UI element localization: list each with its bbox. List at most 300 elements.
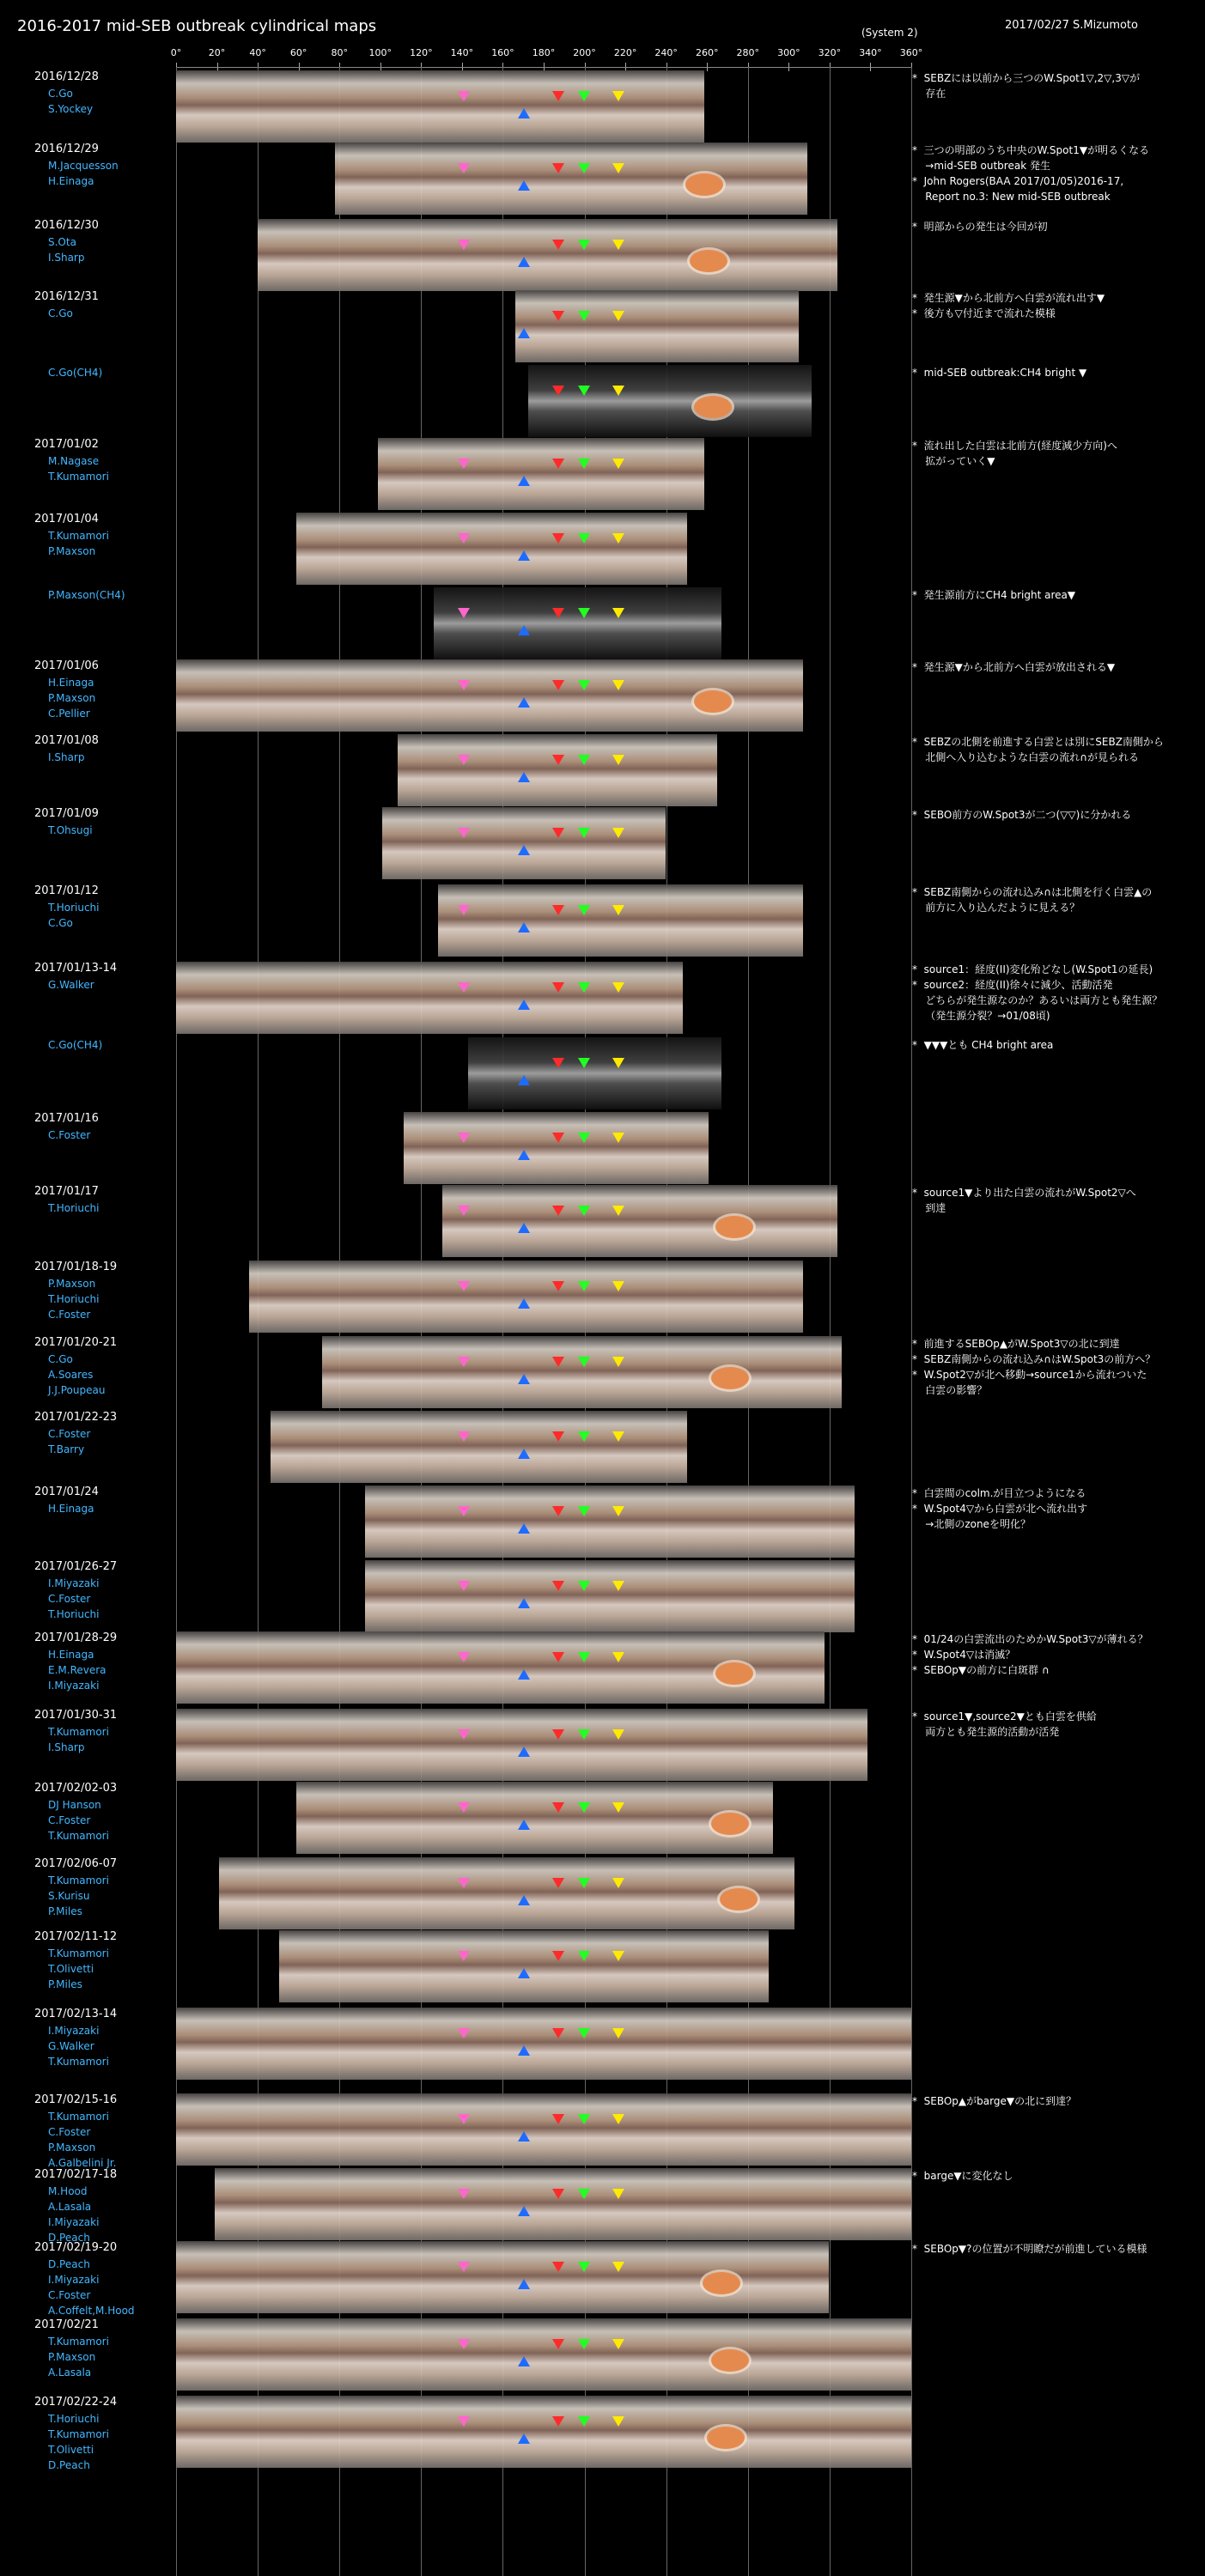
red-triangle-marker (552, 1729, 564, 1740)
yellow-triangle-marker (612, 1652, 624, 1662)
observer-name: P.Maxson (48, 545, 96, 557)
row-date: 2016/12/28 (34, 70, 99, 83)
row-date: 2016/12/30 (34, 219, 99, 232)
observer-name: G.Walker (48, 2040, 94, 2052)
observer-name: I.Miyazaki (48, 2025, 100, 2037)
observer-name: C.Pellier (48, 708, 90, 720)
row-date: 2016/12/31 (34, 290, 99, 303)
observer-name: T.Kumamori (48, 1726, 109, 1738)
red-triangle-marker (552, 905, 564, 915)
scale-tick-label: 20° (208, 47, 226, 58)
blue-triangle-marker (518, 1075, 530, 1085)
row-notes: * SEBZには以前から三つのW.Spot1▽,2▽,3▽が 存在 (912, 72, 1141, 100)
green-triangle-marker (578, 240, 590, 250)
observer-name: M.Jacquesson (48, 160, 119, 172)
row-date: 2017/02/06-07 (34, 1857, 118, 1870)
row-notes: * SEBZ南側からの流れ込み∩は北側を行く白雲▲の 前方に入り込んだように見える？ (912, 886, 1153, 914)
observer-name: T.Kumamori (48, 2111, 109, 2123)
row-notes: * ▼▼▼とも CH4 bright area (912, 1039, 1054, 1051)
red-triangle-marker (552, 1802, 564, 1813)
great-red-spot (685, 173, 723, 196)
blue-triangle-marker (518, 1747, 530, 1757)
yellow-triangle-marker (612, 2114, 624, 2124)
observer-name: A.Lasala (48, 2201, 92, 2213)
jupiter-map-strip (176, 1709, 867, 1781)
red-triangle-marker (552, 1951, 564, 1961)
great-red-spot (711, 1813, 749, 1835)
row-date: 2017/01/22-23 (34, 1411, 118, 1424)
blue-triangle-marker (518, 1523, 530, 1534)
blue-triangle-marker (518, 1598, 530, 1608)
observer-name: C.Go (48, 917, 73, 929)
observer-name: C.Foster (48, 1814, 91, 1826)
yellow-triangle-marker (612, 2416, 624, 2427)
observer-name: I.Miyazaki (48, 2216, 100, 2228)
row-date: 2017/02/11-12 (34, 1930, 118, 1943)
red-triangle-marker (552, 2114, 564, 2124)
observer-name: D.Peach (48, 2459, 90, 2471)
red-triangle-marker (552, 755, 564, 765)
jupiter-map-strip (515, 290, 799, 362)
red-triangle-marker (552, 2262, 564, 2272)
observer-name: T.Olivetti (48, 2444, 94, 2456)
blue-triangle-marker (518, 772, 530, 782)
green-triangle-marker (578, 91, 590, 101)
row-notes: * barge▼に変化なし (912, 2170, 1013, 2182)
scale-tick-label: 100° (368, 47, 393, 58)
red-triangle-marker (552, 2028, 564, 2038)
observer-name: S.Yockey (48, 103, 94, 115)
green-triangle-marker (578, 1357, 590, 1367)
pink-triangle-marker (458, 1431, 470, 1442)
green-triangle-marker (578, 1729, 590, 1740)
row-date: 2017/01/02 (34, 438, 99, 451)
pink-triangle-marker (458, 755, 470, 765)
row-date: 2017/01/08 (34, 734, 99, 747)
observer-name: T.Olivetti (48, 1963, 94, 1975)
row-date: 2017/02/17-18 (34, 2168, 118, 2181)
row-notes: * mid-SEB outbreak:CH4 bright ▼ (912, 367, 1087, 379)
observer-name: T.Barry (48, 1443, 85, 1455)
jupiter-map-strip (468, 1037, 721, 1109)
observer-name: S.Ota (48, 236, 76, 248)
blue-triangle-marker (518, 999, 530, 1010)
blue-triangle-marker (518, 180, 530, 191)
yellow-triangle-marker (612, 240, 624, 250)
jupiter-map-strip (296, 1782, 773, 1854)
yellow-triangle-marker (612, 163, 624, 173)
row-date: 2017/02/15-16 (34, 2093, 118, 2106)
great-red-spot (720, 1888, 758, 1911)
yellow-triangle-marker (612, 91, 624, 101)
green-triangle-marker (578, 459, 590, 469)
row-date: 2017/01/20-21 (34, 1336, 118, 1349)
pink-triangle-marker (458, 163, 470, 173)
jupiter-map-strip (528, 365, 812, 437)
jupiter-map-strip (176, 2318, 911, 2391)
scale-tick-label: 180° (532, 47, 556, 58)
blue-triangle-marker (518, 2131, 530, 2142)
jupiter-map-strip (365, 1485, 855, 1558)
observer-name: P.Miles (48, 1905, 82, 1917)
jupiter-map-strip (335, 143, 807, 215)
pink-triangle-marker (458, 905, 470, 915)
observer-name: M.Nagase (48, 455, 100, 467)
pink-triangle-marker (458, 533, 470, 544)
observer-name: T.Horiuchi (48, 902, 100, 914)
yellow-triangle-marker (612, 1058, 624, 1068)
green-triangle-marker (578, 2416, 590, 2427)
blue-triangle-marker (518, 922, 530, 933)
row-date: 2017/01/09 (34, 807, 99, 820)
blue-triangle-marker (518, 845, 530, 855)
row-notes: * SEBOp▲がbarge▼の北に到達？ (912, 2095, 1077, 2107)
red-triangle-marker (552, 311, 564, 321)
yellow-triangle-marker (612, 2262, 624, 2272)
great-red-spot (711, 1367, 749, 1389)
green-triangle-marker (578, 1652, 590, 1662)
green-triangle-marker (578, 2339, 590, 2349)
observer-name: P.Maxson (48, 2351, 96, 2363)
green-triangle-marker (578, 533, 590, 544)
row-notes: * source1：経度(II)変化殆どなし(W.Spot1の延長) * source2：経度(II)徐々に減少、活動活発 どちらが発生源なのか？あるいは両方とも発生源？ （発生源分裂？→01/08頃) (912, 963, 1163, 1022)
yellow-triangle-marker (612, 1357, 624, 1367)
observer-name: I.Miyazaki (48, 1680, 100, 1692)
scale-tick-label: 120° (410, 47, 433, 58)
yellow-triangle-marker (612, 1281, 624, 1291)
pink-triangle-marker (458, 2339, 470, 2349)
row-date: 2017/01/16 (34, 1112, 99, 1125)
observer-name: H.Einaga (48, 677, 94, 689)
observer-name: T.Horiuchi (48, 1202, 100, 1214)
jupiter-map-strip (279, 1930, 769, 2002)
row-notes: * 前進するSEBOp▲がW.Spot3▽の北に到達 * SEBZ南側からの流れ込み∩はW.Spot3の前方へ？ * W.Spot2▽が北へ移動→source1から流れついた 白雲の影響？ (912, 1338, 1156, 1396)
jupiter-map-strip (176, 962, 683, 1034)
observer-name: A.Soares (48, 1369, 94, 1381)
red-triangle-marker (552, 1581, 564, 1591)
observer-name: I.Sharp (48, 252, 85, 264)
green-triangle-marker (578, 1506, 590, 1516)
jupiter-map-strip (176, 2093, 911, 2166)
observer-name: T.Horiuchi (48, 2413, 100, 2425)
pink-triangle-marker (458, 608, 470, 618)
jupiter-map-strip (271, 1411, 687, 1483)
great-red-spot (694, 396, 732, 418)
yellow-triangle-marker (612, 755, 624, 765)
pink-triangle-marker (458, 680, 470, 690)
red-triangle-marker (552, 2416, 564, 2427)
yellow-triangle-marker (612, 1581, 624, 1591)
jupiter-map-strip (176, 70, 704, 143)
yellow-triangle-marker (612, 2339, 624, 2349)
blue-triangle-marker (518, 697, 530, 708)
row-notes: * source1▼より出た白雲の流れがW.Spot2▽へ 到達 (912, 1187, 1136, 1214)
row-date: 2017/01/28-29 (34, 1631, 118, 1644)
red-triangle-marker (552, 680, 564, 690)
row-date: 2017/01/13-14 (34, 962, 118, 975)
jupiter-map-strip (378, 438, 704, 510)
blue-triangle-marker (518, 2356, 530, 2366)
yellow-triangle-marker (612, 828, 624, 838)
blue-triangle-marker (518, 476, 530, 486)
green-triangle-marker (578, 386, 590, 396)
great-red-spot (690, 250, 727, 272)
red-triangle-marker (552, 1058, 564, 1068)
pink-triangle-marker (458, 1729, 470, 1740)
yellow-triangle-marker (612, 982, 624, 993)
green-triangle-marker (578, 982, 590, 993)
yellow-triangle-marker (612, 905, 624, 915)
pink-triangle-marker (458, 2114, 470, 2124)
observer-name: C.Go(CH4) (48, 1039, 103, 1051)
green-triangle-marker (578, 1058, 590, 1068)
row-notes: * 発生源▼から北前方へ白雲が放出される▼ (912, 661, 1116, 673)
row-date: 2017/01/04 (34, 513, 99, 526)
yellow-triangle-marker (612, 1802, 624, 1813)
scale-tick-label: 160° (491, 47, 514, 58)
blue-triangle-marker (518, 2279, 530, 2289)
observer-name: C.Foster (48, 2126, 91, 2138)
observer-name: I.Sharp (48, 1741, 85, 1753)
scale-tick-label: 80° (331, 47, 348, 58)
pink-triangle-marker (458, 1206, 470, 1216)
scale-tick-label: 320° (818, 47, 842, 58)
yellow-triangle-marker (612, 1729, 624, 1740)
scale-tick-label: 360° (899, 47, 923, 58)
red-triangle-marker (552, 1281, 564, 1291)
green-triangle-marker (578, 608, 590, 618)
pink-triangle-marker (458, 1506, 470, 1516)
green-triangle-marker (578, 1281, 590, 1291)
pink-triangle-marker (458, 459, 470, 469)
red-triangle-marker (552, 533, 564, 544)
green-triangle-marker (578, 905, 590, 915)
jupiter-map-strip (434, 587, 721, 659)
pink-triangle-marker (458, 982, 470, 993)
observer-name: S.Kurisu (48, 1890, 90, 1902)
red-triangle-marker (552, 1133, 564, 1143)
pink-triangle-marker (458, 240, 470, 250)
row-date: 2016/12/29 (34, 143, 99, 155)
jupiter-map-strip (258, 219, 837, 291)
jupiter-map-strip (176, 2008, 911, 2080)
scale-tick-label: 340° (859, 47, 882, 58)
jupiter-map-strip (382, 807, 666, 879)
row-notes: * 白雲間のcolm.が目立つようになる * W.Spot4▽から白雲が北へ流れ出す →北側のzoneを明化？ (912, 1487, 1088, 1530)
pink-triangle-marker (458, 2189, 470, 2199)
green-triangle-marker (578, 1802, 590, 1813)
observer-name: T.Horiuchi (48, 1608, 100, 1620)
pink-triangle-marker (458, 1133, 470, 1143)
observer-name: A.Coffelt,M.Hood (48, 2305, 135, 2317)
yellow-triangle-marker (612, 533, 624, 544)
pink-triangle-marker (458, 2416, 470, 2427)
observer-name: C.Go (48, 88, 73, 100)
observer-name: DJ Hanson (48, 1799, 101, 1811)
pink-triangle-marker (458, 1281, 470, 1291)
pink-triangle-marker (458, 1652, 470, 1662)
red-triangle-marker (552, 2189, 564, 2199)
observer-name: C.Foster (48, 1593, 91, 1605)
yellow-triangle-marker (612, 2189, 624, 2199)
observer-name: J.J.Poupeau (48, 1384, 106, 1396)
scale-tick-label: 0° (170, 47, 182, 58)
row-date: 2017/01/24 (34, 1485, 99, 1498)
red-triangle-marker (552, 608, 564, 618)
observer-name: P.Maxson (48, 692, 96, 704)
row-notes: * 発生源前方にCH4 bright area▼ (912, 589, 1076, 601)
yellow-triangle-marker (612, 1506, 624, 1516)
red-triangle-marker (552, 163, 564, 173)
yellow-triangle-marker (612, 459, 624, 469)
observer-name: C.Foster (48, 1428, 91, 1440)
jupiter-map-strip (249, 1261, 803, 1333)
red-triangle-marker (552, 828, 564, 838)
yellow-triangle-marker (612, 311, 624, 321)
scale-tick-label: 300° (777, 47, 800, 58)
yellow-triangle-marker (612, 1133, 624, 1143)
blue-triangle-marker (518, 1374, 530, 1384)
jupiter-map-strip (215, 2168, 911, 2240)
observer-name: T.Kumamori (48, 2336, 109, 2348)
observer-name: H.Einaga (48, 1503, 94, 1515)
system-label: (System 2) (861, 27, 918, 39)
blue-triangle-marker (518, 550, 530, 561)
great-red-spot (694, 690, 732, 713)
observer-name: D.Peach (48, 2232, 90, 2244)
observer-name: A.Lasala (48, 2366, 92, 2379)
jupiter-map-strip (365, 1560, 855, 1632)
blue-triangle-marker (518, 1298, 530, 1309)
green-triangle-marker (578, 1133, 590, 1143)
observer-name: C.Go (48, 1353, 73, 1365)
pink-triangle-marker (458, 2262, 470, 2272)
observer-name: T.Kumamori (48, 530, 109, 542)
pink-triangle-marker (458, 828, 470, 838)
green-triangle-marker (578, 755, 590, 765)
yellow-triangle-marker (612, 1878, 624, 1888)
row-date: 2017/02/19-20 (34, 2241, 118, 2254)
jupiter-map-strip (442, 1185, 837, 1257)
row-notes: * 発生源▼から北前方へ白雲が流れ出す▼ * 後方も▽付近まで流れた模様 (912, 292, 1105, 319)
blue-triangle-marker (518, 1820, 530, 1830)
blue-triangle-marker (518, 108, 530, 118)
jupiter-map-strip (398, 734, 717, 806)
blue-triangle-marker (518, 1449, 530, 1459)
row-date: 2017/01/12 (34, 884, 99, 897)
green-triangle-marker (578, 2028, 590, 2038)
yellow-triangle-marker (612, 1951, 624, 1961)
pink-triangle-marker (458, 2028, 470, 2038)
observer-name: C.Go(CH4) (48, 367, 103, 379)
great-red-spot (715, 1662, 753, 1685)
observer-name: H.Einaga (48, 175, 94, 187)
row-date: 2017/01/17 (34, 1185, 99, 1198)
observer-name: I.Sharp (48, 751, 85, 763)
scale-tick-label: 60° (289, 47, 307, 58)
observer-name: C.Foster (48, 2289, 91, 2301)
green-triangle-marker (578, 1206, 590, 1216)
row-date: 2017/01/26-27 (34, 1560, 118, 1573)
green-triangle-marker (578, 2189, 590, 2199)
observer-name: G.Walker (48, 979, 94, 991)
row-notes: * SEBO前方のW.Spot3が二つ(▽▽)に分かれる (912, 809, 1132, 821)
grid-line (176, 67, 177, 2576)
observer-name: P.Maxson(CH4) (48, 589, 125, 601)
row-date: 2017/02/02-03 (34, 1782, 118, 1795)
observer-name: C.Foster (48, 1129, 91, 1141)
jupiter-map-strip (404, 1112, 709, 1184)
observer-name: T.Kumamori (48, 2428, 109, 2440)
yellow-triangle-marker (612, 1206, 624, 1216)
pink-triangle-marker (458, 1878, 470, 1888)
yellow-triangle-marker (612, 2028, 624, 2038)
green-triangle-marker (578, 2262, 590, 2272)
observer-name: P.Miles (48, 1978, 82, 1990)
date-author: 2017/02/27 S.Mizumoto (1004, 19, 1138, 32)
green-triangle-marker (578, 1581, 590, 1591)
row-date: 2017/02/22-24 (34, 2396, 118, 2409)
row-notes: * 三つの明部のうち中央のW.Spot1▼が明るくなる →mid-SEB outbreak 発生 * John Rogers(BAA 2017/01/05)2016-17, Report no.3: New mid-SEB outbreak (912, 144, 1150, 203)
row-notes: * 流れ出した白雲は北前方(経度減少方向)へ 拡がっていく▼ (912, 440, 1117, 467)
jupiter-map-strip (296, 513, 687, 585)
red-triangle-marker (552, 386, 564, 396)
scale-tick-label: 260° (695, 47, 719, 58)
yellow-triangle-marker (612, 608, 624, 618)
red-triangle-marker (552, 2339, 564, 2349)
green-triangle-marker (578, 1878, 590, 1888)
green-triangle-marker (578, 2114, 590, 2124)
row-notes: * SEBZの北側を前進する白雲とは別にSEBZ南側から 北側へ入り込むような白雲の流れ∩が見られる (912, 736, 1164, 763)
row-notes: * SEBOp▼?の位置が不明瞭だが前進している模様 (912, 2243, 1147, 2255)
observer-name: D.Peach (48, 2258, 90, 2270)
red-triangle-marker (552, 1652, 564, 1662)
red-triangle-marker (552, 1878, 564, 1888)
yellow-triangle-marker (612, 386, 624, 396)
great-red-spot (703, 2272, 740, 2294)
green-triangle-marker (578, 311, 590, 321)
observer-name: T.Kumamori (48, 471, 109, 483)
blue-triangle-marker (518, 2045, 530, 2056)
blue-triangle-marker (518, 1968, 530, 1978)
blue-triangle-marker (518, 1669, 530, 1680)
jupiter-map-strip (176, 2396, 911, 2468)
pink-triangle-marker (458, 1581, 470, 1591)
great-red-spot (707, 2427, 745, 2449)
pink-triangle-marker (458, 1802, 470, 1813)
row-notes: * source1▼,source2▼とも白雲を供給 両方とも発生源的活動が活発 (912, 1710, 1097, 1738)
jupiter-map-strip (219, 1857, 794, 1929)
red-triangle-marker (552, 1206, 564, 1216)
red-triangle-marker (552, 1506, 564, 1516)
yellow-triangle-marker (612, 1431, 624, 1442)
blue-triangle-marker (518, 1895, 530, 1905)
red-triangle-marker (552, 1431, 564, 1442)
pink-triangle-marker (458, 91, 470, 101)
blue-triangle-marker (518, 328, 530, 338)
blue-triangle-marker (518, 2206, 530, 2216)
observer-name: I.Miyazaki (48, 1577, 100, 1589)
row-notes: * 明部からの発生は今回が初 (912, 221, 1048, 233)
row-date: 2017/02/21 (34, 2318, 99, 2331)
observer-name: C.Go (48, 307, 73, 319)
yellow-triangle-marker (612, 680, 624, 690)
observer-name: I.Miyazaki (48, 2274, 100, 2286)
observer-name: T.Kumamori (48, 1830, 109, 1842)
row-date: 2017/01/06 (34, 659, 99, 672)
observer-name: A.Galbelini Jr. (48, 2157, 117, 2169)
observer-name: C.Foster (48, 1309, 91, 1321)
